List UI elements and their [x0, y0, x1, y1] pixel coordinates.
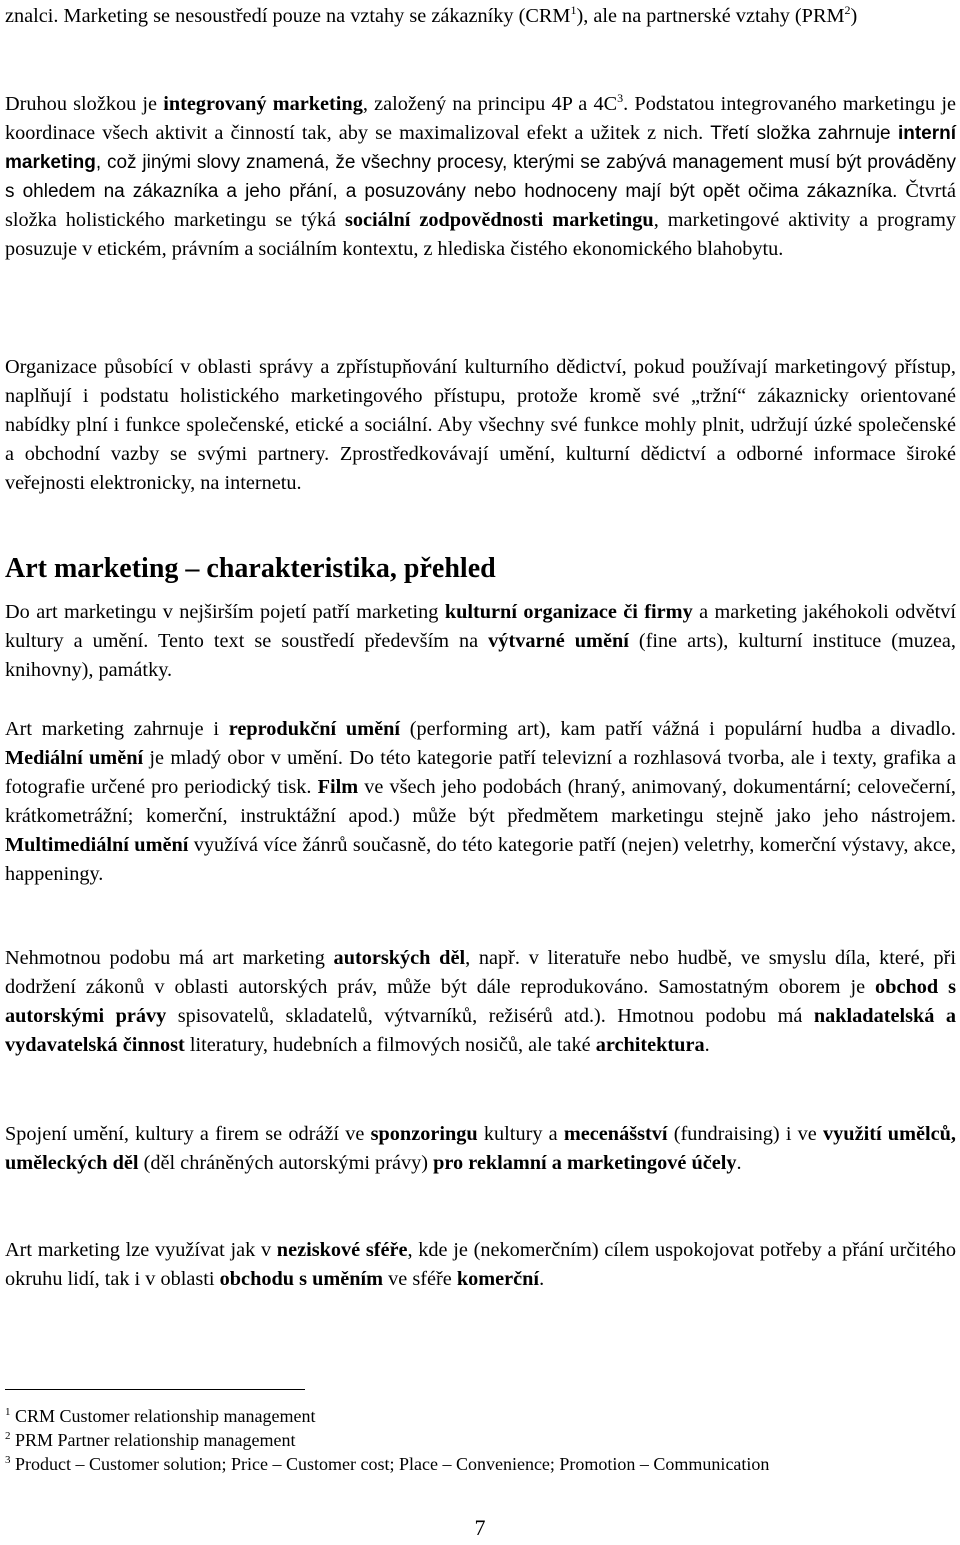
bold-term: neziskové sféře [276, 1239, 408, 1261]
bold-term: Mediální umění [5, 747, 144, 769]
footnote-3 [5, 1452, 956, 1476]
bold-term: výtvarné umění [488, 630, 629, 652]
paragraph-sponsoring [5, 1120, 956, 1178]
paragraph-crm-prm [5, 2, 956, 31]
bold-term: Film [317, 776, 359, 798]
footnotes [5, 1404, 956, 1476]
bold-term: využití umělců, uměleckých děl [5, 1123, 956, 1174]
text-run: . [539, 1268, 545, 1290]
text-run: znalci. Marketing se nesoustředí pouze na vztahy se zákazníky (CRM [5, 5, 571, 27]
footnote-ref-3: 3 [617, 91, 624, 106]
text-run: (fine arts), kulturní instituce (muzea, knihovny), památky. [5, 630, 956, 681]
bold-term: autorských děl [333, 947, 466, 969]
text-run: spisovatelů, skladatelů, výtvarníků, režisérů atd.). Hmotnou podobu má [166, 1005, 814, 1027]
text-run: (performing art), kam patří vážná i populární hudba a divadlo. [400, 718, 956, 740]
bold-term: obchod s autorskými právy [5, 976, 956, 1027]
footnote-text: CRM Customer relationship management [10, 1406, 316, 1426]
text-run: , což jinými slovy znamená, že všechny procesy, kterými se zabývá management musí být prováděny s ohledem na zákazníka a jeho přání, a posuzovány nebo hodnoceny mají být opět očima zákazníka. [5, 152, 956, 202]
text-run: je mladý obor v umění. Do této kategorie patří televizní a rozhlasová tvorba, ale i texty, grafika a fotografie určené pro periodický tisk. [5, 747, 956, 798]
text-run: ), ale na partnerské vztahy (PRM [576, 5, 845, 27]
text-run: , kde je (nekomerčním) cílem uspokojovat potřeby a přání určitého okruhu lidí, tak i v oblasti [5, 1239, 956, 1290]
bold-term: integrovaný marketing [163, 93, 363, 115]
text-run: Art marketing zahrnuje i [5, 718, 229, 740]
text-run: Do art marketingu v nejširším pojetí patří marketing [5, 601, 445, 623]
bold-term: komerční [456, 1268, 540, 1290]
text-run: . [704, 1034, 710, 1056]
text-run: (děl chráněných autorskými právy) [138, 1152, 434, 1174]
section-heading: Art marketing – charakteristika, přehled [5, 553, 496, 584]
paragraph-heritage-organizations: Organizace působící v oblasti správy a zpřístupňování kulturního dědictví, pokud používají marketingový přístup, naplňují i podstatu holistického marketingového přístupu, protože kromě své „tržní“ zákaznicky orientované nabídky plní i funkce společenské, etické a sociální. Aby všechny své funkce mohly plnit, udržují úzké společenské a obchodní vazby se svými partnery. Zprostředkovávají umění, kulturní dědictví a odborné informace široké veřejnosti elektronicky, na internetu. [5, 356, 956, 494]
text-run: , marketingové aktivity a programy posuzuje v etickém, právním a sociálním kontextu, z hlediska čistého ekonomického blahobytu. [5, 209, 956, 260]
text-run: . Podstatou [623, 93, 721, 115]
footnote-number: 1 [5, 1406, 11, 1418]
bold-term: kulturní organizace či firmy [444, 601, 693, 623]
bold-term: reprodukční umění [228, 718, 401, 740]
bold-term: architektura [595, 1034, 705, 1056]
bold-term: Multimediální umění [5, 834, 189, 856]
footnote-ref-1: 1 [570, 3, 577, 18]
paragraph-holistic-components [5, 90, 956, 264]
paragraph-copyright [5, 944, 956, 1060]
paragraph-nonprofit-commercial [5, 1236, 956, 1294]
footnote-2 [5, 1428, 956, 1452]
bold-term: sponzoringu [370, 1123, 478, 1145]
text-run: . [736, 1152, 742, 1174]
paragraph-art-types [5, 715, 956, 889]
footnote-text: Product – Customer solution; Price – Customer cost; Place – Convenience; Promotion – Communication [10, 1454, 770, 1474]
bold-term: nakladatelská a vydavatelská činnost [5, 1005, 956, 1056]
bold-term: mecenášství [563, 1123, 668, 1145]
bold-term: interní marketing [5, 123, 956, 173]
text-run: , založený na principu 4P a 4C [362, 93, 618, 115]
text-run: Nehmotnou podobu má art marketing [5, 947, 334, 969]
footnote-number: 2 [5, 1430, 11, 1442]
text-run: Druhou složkou je [5, 93, 164, 115]
text-run: Spojení umění, kultury a firem se odráží ve [5, 1123, 371, 1145]
bold-term: pro reklamní a marketingové účely [433, 1152, 737, 1174]
text-run: (fundraising) i ve [667, 1123, 824, 1145]
footnote-ref-2: 2 [844, 3, 851, 18]
bold-term: obchodu s uměním [219, 1268, 384, 1290]
text-run: ve všech jeho podobách (hraný, animovaný, dokumentární; celovečerní, krátkometrážní; komerční, instruktážní apod.) může být předmětem marketingu stejně jako jeho nástrojem. [5, 776, 956, 827]
text-run: kultury a [477, 1123, 564, 1145]
text-run: integrovaného marketingu je koordinace všech aktivit a činností tak, aby se maximalizoval efekt a užitek z nich. [5, 93, 957, 144]
text-run: ) [850, 5, 858, 27]
text-run: , např. v literatuře nebo hudbě, ve smyslu díla, které, při dodržení zákonů v oblasti autorských práv, může být dále reprodukováno. Samostatným oborem je [5, 947, 956, 998]
text-run: využívá více žánrů současně, do této kategorie patří (nejen) veletrhy, komerční výstavy, akce, happeningy. [5, 834, 956, 885]
footnote-1 [5, 1404, 956, 1428]
bold-term: sociální zodpovědnosti marketingu [345, 209, 654, 231]
text-run: Art marketing lze využívat jak v [5, 1239, 277, 1261]
footnote-number: 3 [5, 1454, 11, 1466]
paragraph-art-marketing-scope [5, 598, 956, 685]
text-run: Třetí složka zahrnuje [703, 123, 898, 144]
footnote-divider [5, 1389, 305, 1390]
text-run: ve sféře [383, 1268, 457, 1290]
text-run: Čtvrtá složka holistického marketingu se týká [5, 180, 957, 231]
footnote-text: PRM Partner relationship management [10, 1430, 296, 1450]
page-number: 7 [474, 1515, 486, 1540]
text-run: a marketing jakéhokoli odvětví kultury a umění. Tento text se soustředí především na [5, 601, 956, 652]
text-run: literatury, hudebních a filmových nosičů, ale také [184, 1034, 596, 1056]
